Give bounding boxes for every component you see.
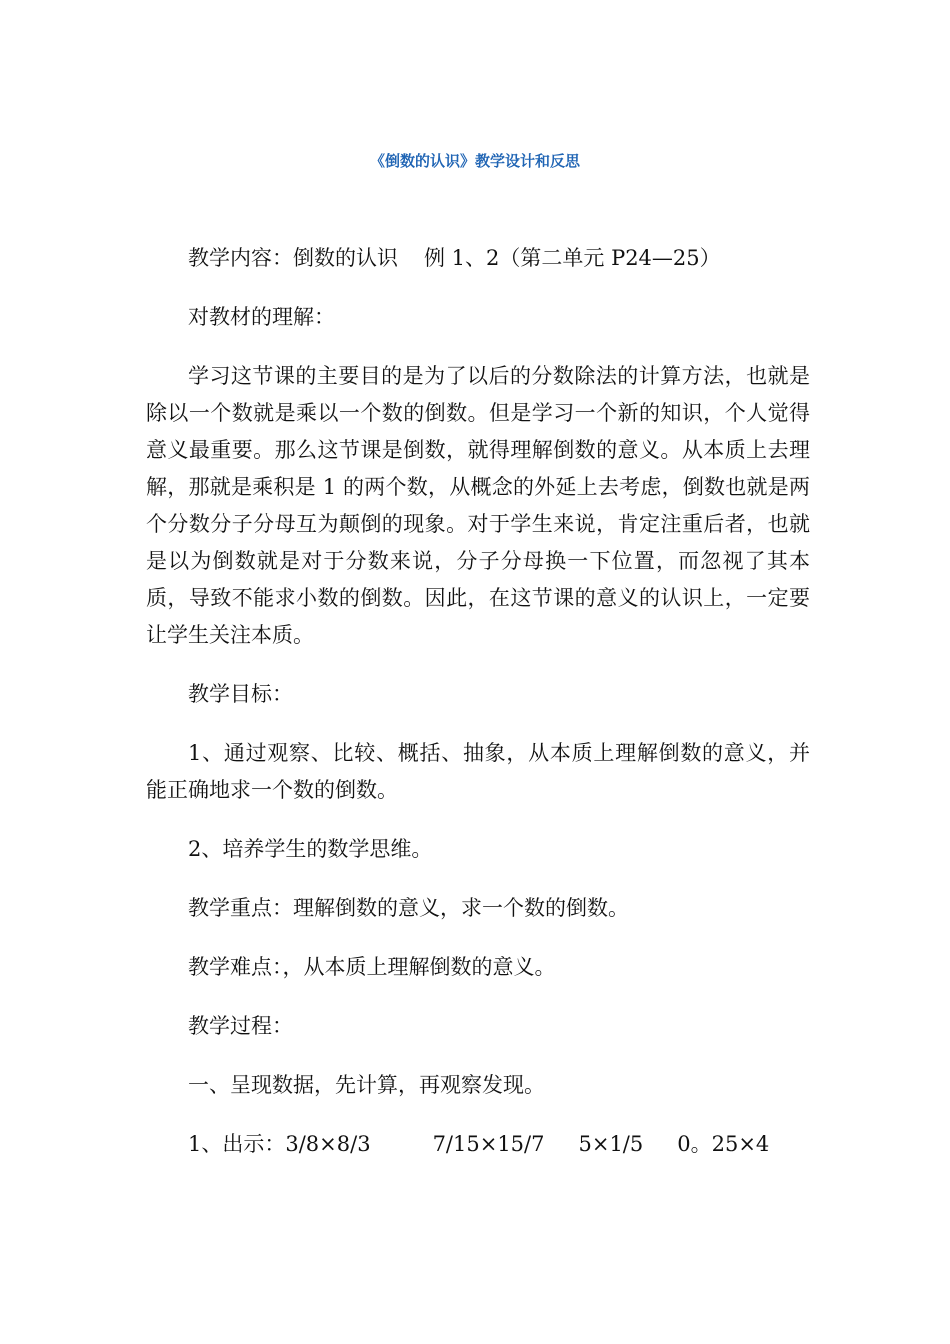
understanding-paragraph: 学习这节课的主要目的是为了以后的分数除法的计算方法，也就是除以一个数就是乘以一个数的倒数。但是学习一个新的知识，个人觉得意义最重要。那么这节课是倒数，就得理解倒数的意义。从本质上去理解，那就是乘积是 1 的两个数，从概念的外延上去考虑，倒数也就是两个分数分子分母互为颠倒的现象。对于学生来说，肯定注重后者，也就是以为倒数就是对于分数来说，分子分母换一下位置，而忽视了其本质，导致不能求小数的倒数。因此，在这节课的意义的认识上，一定要让学生关注本质。 [146,364,810,647]
goals-heading: 教学目标： [188,682,293,706]
show-expression: 0。25×4 [677,1132,770,1156]
understanding-heading: 对教材的理解： [188,305,335,329]
show-expression-label: 1、出示：3/8×8/3 [188,1132,371,1156]
goal-item-2: 2、培养学生的数学思维。 [188,837,433,861]
teaching-content-line [146,240,810,277]
process-step-1: 一、呈现数据，先计算，再观察发现。 [188,1073,545,1097]
process-heading: 教学过程： [188,1014,293,1038]
teaching-content-example: 例 1、2（第二单元 P24—25） [424,246,721,270]
show-expressions-line [146,1126,810,1163]
show-expression: 5×1/5 [578,1132,644,1156]
key-point: 教学重点：理解倒数的意义，求一个数的倒数。 [188,896,629,920]
document-body [146,240,810,1163]
document-title: 《倒数的认识》教学设计和反思 [369,152,580,170]
show-expression: 7/15×15/7 [432,1132,545,1156]
goal-item-1: 1、通过观察、比较、概括、抽象，从本质上理解倒数的意义，并能正确地求一个数的倒数。 [146,741,810,802]
difficulty: 教学难点：，从本质上理解倒数的意义。 [188,955,556,979]
teaching-content-label: 教学内容：倒数的认识 [188,246,398,270]
